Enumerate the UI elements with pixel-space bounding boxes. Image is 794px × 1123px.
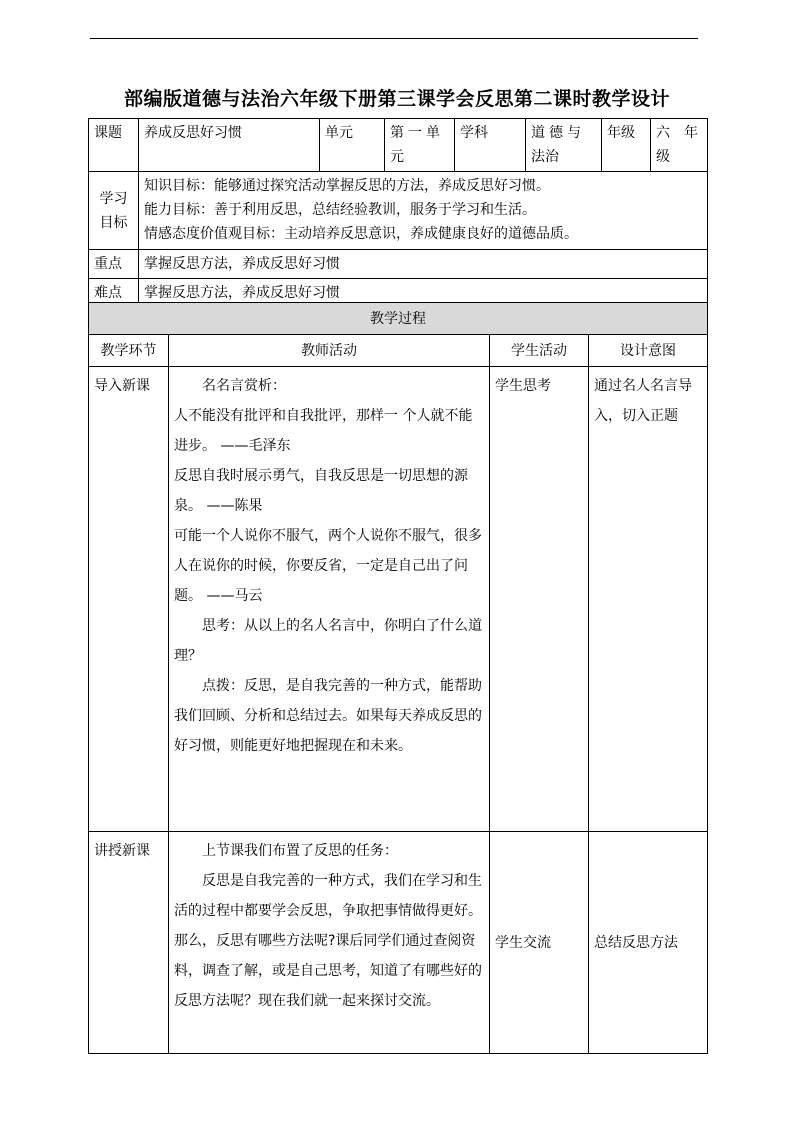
teacher-intro-line: 可能一个人说你不服气，两个人说你不服气，很多人在说你的时候，你要反省，一定是自己出了问题。 ——马云 (174, 528, 482, 604)
teacher-intro (169, 367, 490, 832)
key-label: 重点 (89, 250, 139, 279)
lesson-info-table (88, 118, 708, 308)
difficulty-label: 难点 (89, 279, 139, 308)
key-value: 掌握反思方法，养成反思好习惯 (139, 250, 708, 279)
grade-value: 六 年 级 (651, 119, 708, 172)
key-row (89, 250, 708, 279)
grade-label: 年级 (602, 119, 651, 172)
process-section-row (89, 303, 708, 335)
process-section-title: 教学过程 (89, 303, 708, 335)
header-rule (90, 38, 698, 39)
teacher-new-lesson-line: 反思是自我完善的一种方式，我们在学习和生活的过程中都要学会反思，争取把事情做得更好。那么，反思有哪些方法呢?课后同学们通过查阅资料，调查了解，或是自己思考，知道了有哪些好的反思方法呢？现在我们就一起来探讨交流。 (174, 873, 482, 1009)
teacher-intro-line: 人不能没有批评和自我批评，那样一 个人就不能进步。 ——毛泽东 (174, 408, 473, 454)
teacher-intro-line: 名名言赏析： (202, 378, 286, 394)
topic-label: 课题 (89, 119, 139, 172)
stage-intro: 导入新课 (89, 367, 169, 832)
goal-knowledge: 知识目标：能够通过探究活动掌握反思的方法，养成反思好习惯。 (144, 178, 550, 194)
student-new-lesson: 学生交流 (490, 832, 589, 1054)
process-row-intro (89, 367, 708, 832)
header-student: 学生活动 (490, 335, 589, 367)
student-intro: 学生思考 (490, 367, 589, 832)
header-intent: 设计意图 (589, 335, 708, 367)
goal-values: 情感态度价值观目标：主动培养反思意识，养成健康良好的道德品质。 (144, 226, 578, 242)
goal-ability: 能力目标：善于利用反思，总结经验教训，服务于学习和生活。 (144, 202, 536, 218)
subject-value: 道德与 法治 (526, 119, 602, 172)
teacher-new-lesson (169, 832, 490, 1054)
unit-value: 第一单 元 (385, 119, 455, 172)
teacher-intro-line: 思考：从以上的名人名言中，你明白了什么道理？ (174, 618, 482, 664)
header-stage: 教学环节 (89, 335, 169, 367)
intent-intro: 通过名人名言导入，切入正题 (589, 367, 708, 832)
difficulty-value: 掌握反思方法，养成反思好习惯 (139, 279, 708, 308)
goals-list (139, 172, 708, 250)
header-teacher: 教师活动 (169, 335, 490, 367)
goals-row (89, 172, 708, 250)
teacher-new-lesson-line: 上节课我们布置了反思的任务： (202, 843, 398, 859)
intent-new-lesson: 总结反思方法 (589, 832, 708, 1054)
teacher-intro-line: 点拨：反思，是自我完善的一种方式，能帮助我们回顾、分析和总结过去。如果每天养成反思的好习惯，则能更好地把握现在和未来。 (174, 678, 482, 754)
topic-value: 养成反思好习惯 (139, 119, 320, 172)
teacher-intro-line: 反思自我时展示勇气，自我反思是一切思想的源泉。 ——陈果 (174, 468, 468, 514)
goals-label: 学习 目标 (89, 172, 139, 250)
stage-new-lesson: 讲授新课 (89, 832, 169, 1054)
process-row-new-lesson (89, 832, 708, 1054)
topic-row (89, 119, 708, 172)
document-title: 部编版道德与法治六年级下册第三课学会反思第二课时教学设计 (123, 88, 670, 110)
process-header-row (89, 335, 708, 367)
teaching-process-table (88, 302, 708, 1054)
subject-label: 学科 (455, 119, 526, 172)
unit-label: 单元 (320, 119, 385, 172)
